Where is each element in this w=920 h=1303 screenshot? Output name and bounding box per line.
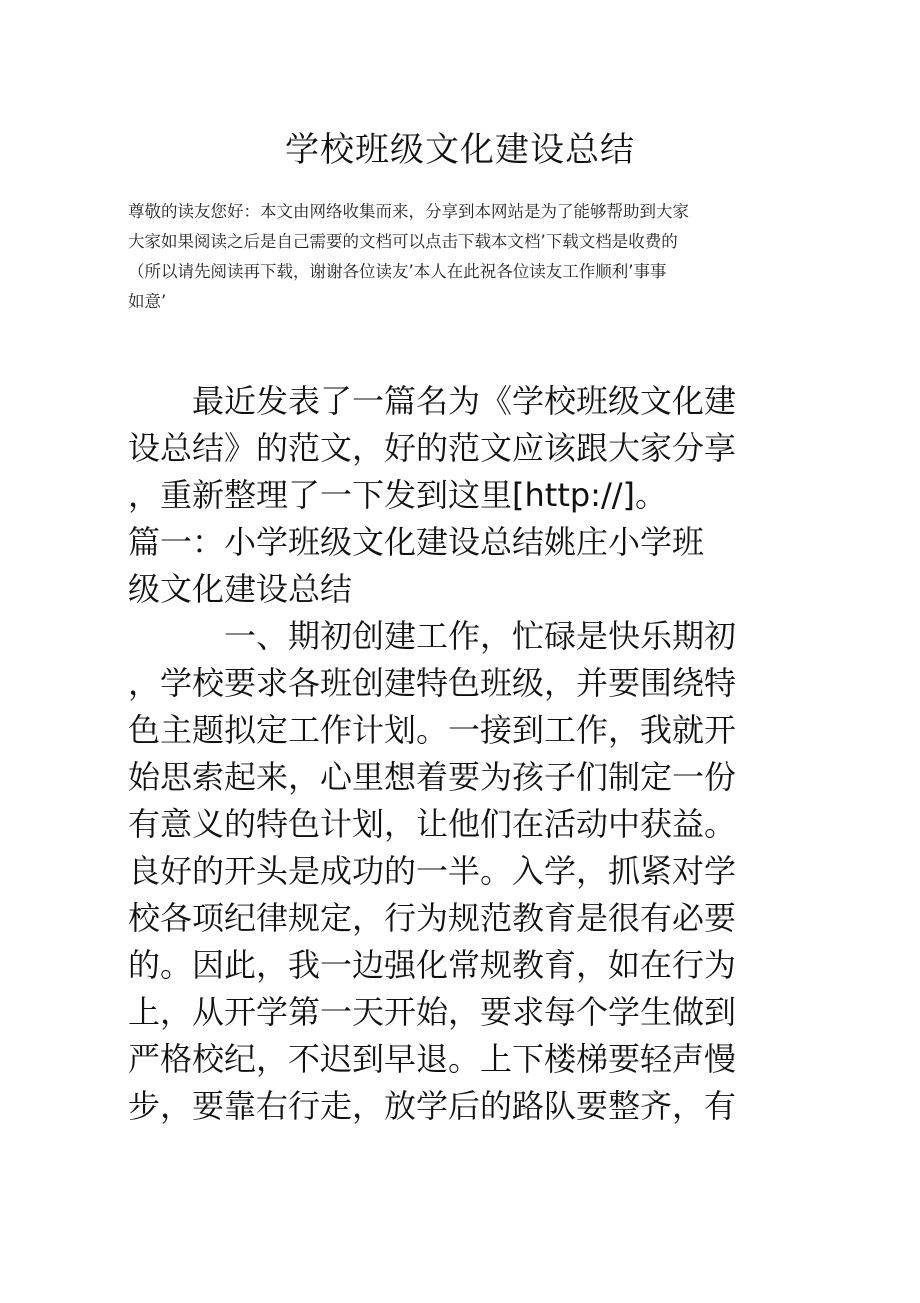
body-line: 严格校纪，不迟到早退。上下楼梯要轻声慢 xyxy=(128,1040,737,1078)
notice-line: 尊敬的读友您好：本文由网络收集而来，分享到本网站是为了能够帮助到大家 xyxy=(128,202,689,221)
body-line: 有意义的特色计划，让他们在活动中获益。 xyxy=(128,805,737,843)
body-line: ，学校要求各班创建特色班级，并要围绕特 xyxy=(128,664,737,702)
body-line: ，重新整理了一下发到这里[http://]。 xyxy=(128,476,668,514)
body-line: 级文化建设总结 xyxy=(128,570,353,608)
notice-line: （所以请先阅读再下载，谢谢各位读友’本人在此祝各位读友工作顺利’事事 xyxy=(128,262,667,281)
notice-line: 如意’ xyxy=(128,292,167,311)
body-line: 步，要靠右行走，放学后的路队要整齐，有 xyxy=(128,1087,737,1125)
notice-line: 大家如果阅读之后是自己需要的文档可以点击下载本文档’下载文档是收费的 xyxy=(128,232,678,251)
body-line: 色主题拟定工作计划。一接到工作，我就开 xyxy=(128,711,737,749)
body-line: 设总结》的范文，好的范文应该跟大家分享 xyxy=(128,429,737,467)
body-line: 篇一：小学班级文化建设总结姚庄小学班 xyxy=(128,523,705,561)
reader-notice xyxy=(128,197,788,317)
body-line: 始思索起来，心里想着要为孩子们制定一份 xyxy=(128,758,737,796)
body-line: 良好的开头是成功的一半。入学，抓紧对学 xyxy=(128,852,737,890)
body-line: 一、期初创建工作，忙碌是快乐期初 xyxy=(128,617,737,655)
body-line: 校各项纪律规定，行为规范教育是很有必要 xyxy=(128,899,737,937)
body-line: 最近发表了一篇名为《学校班级文化建 xyxy=(128,382,737,420)
body-line: 的。因此，我一边强化常规教育，如在行为 xyxy=(128,946,737,984)
document-title: 学校班级文化建设总结 xyxy=(285,130,635,170)
body-line: 上，从开学第一天开始，要求每个学生做到 xyxy=(128,993,737,1031)
document-body xyxy=(128,378,788,1130)
